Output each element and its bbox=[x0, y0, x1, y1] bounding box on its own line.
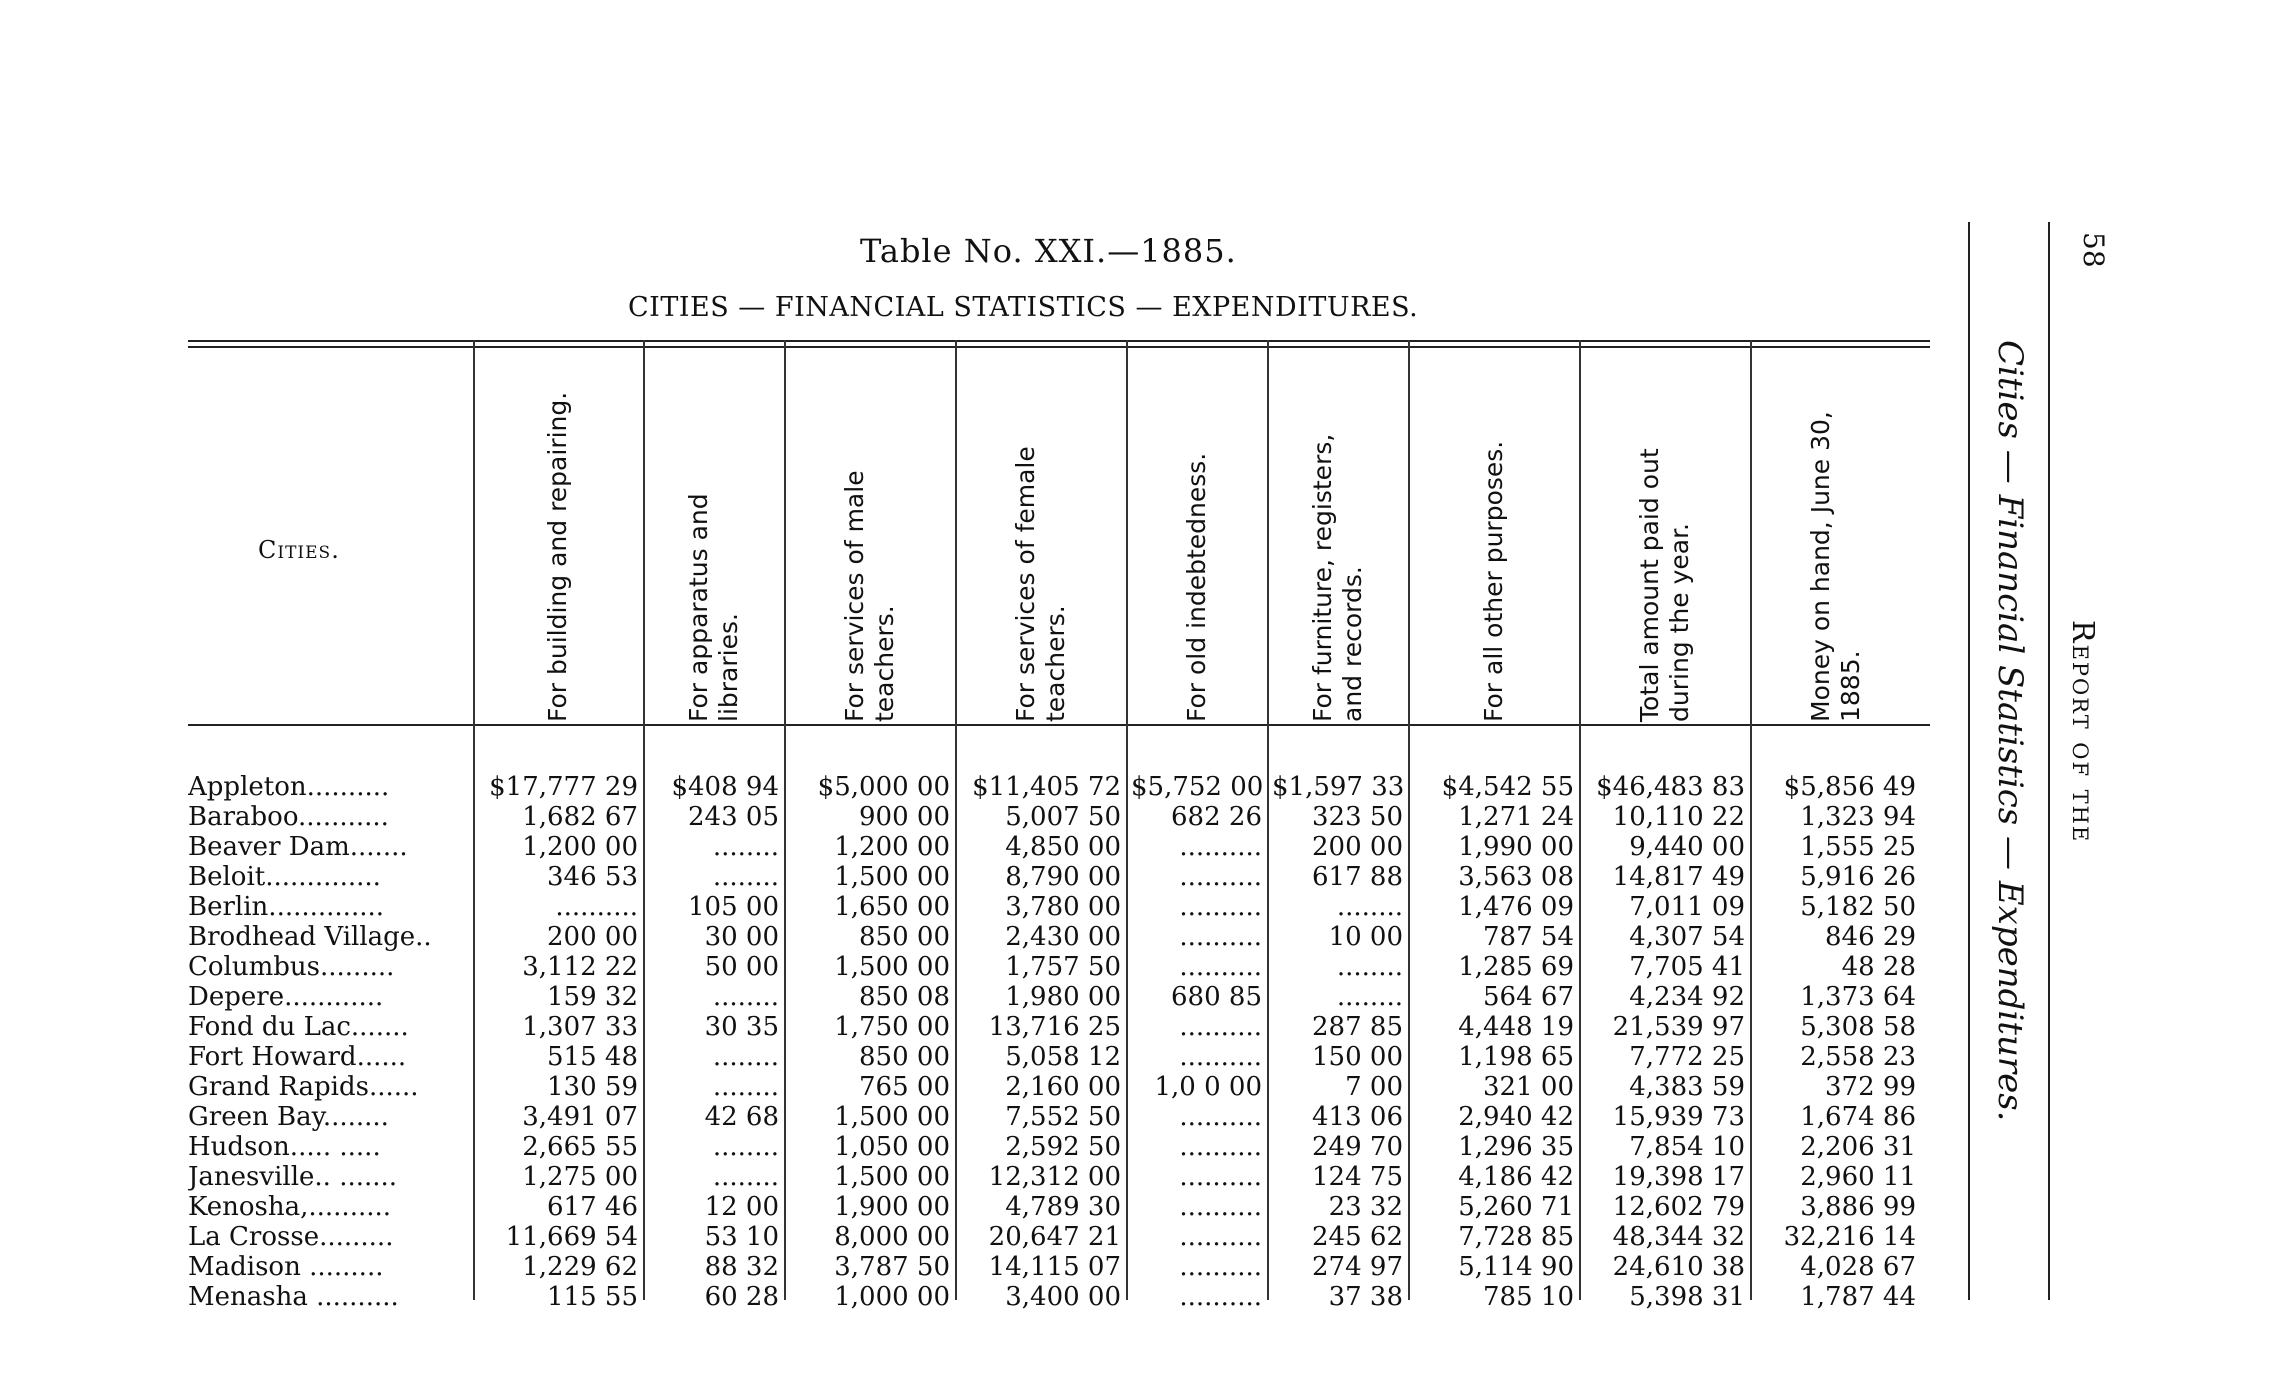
cities-header: Cities. bbox=[258, 536, 340, 564]
amount-cell: 7,772 25 bbox=[1629, 1042, 1745, 1072]
amount-cell: 2,665 55 bbox=[522, 1132, 638, 1162]
amount-cell: 1,0 0 00 bbox=[1154, 1072, 1262, 1102]
amount-cell: 5,058 12 bbox=[1005, 1042, 1121, 1072]
amount-cell: .......... bbox=[1179, 1162, 1262, 1192]
amount-cell: 1,555 25 bbox=[1800, 832, 1916, 862]
city-name: Menasha .......... bbox=[188, 1282, 399, 1312]
amount-cell: 515 48 bbox=[547, 1042, 638, 1072]
column-header-female-teachers: For services of female teachers. bbox=[1011, 446, 1070, 722]
amount-cell: 3,491 07 bbox=[522, 1102, 638, 1132]
amount-cell: 850 08 bbox=[859, 982, 950, 1012]
city-name: Beloit.............. bbox=[188, 862, 381, 892]
amount-cell: 3,400 00 bbox=[1005, 1282, 1121, 1312]
column-header-total: Total amount paid out during the year. bbox=[1635, 448, 1694, 722]
amount-cell: .......... bbox=[1179, 1192, 1262, 1222]
table-row bbox=[188, 1072, 1930, 1102]
amount-cell: $408 94 bbox=[671, 772, 779, 802]
amount-cell: .......... bbox=[1179, 892, 1262, 922]
amount-cell: 30 00 bbox=[704, 922, 779, 952]
amount-cell: .......... bbox=[1179, 952, 1262, 982]
city-name: Depere............ bbox=[188, 982, 384, 1012]
amount-cell: 3,787 50 bbox=[834, 1252, 950, 1282]
amount-cell: 2,592 50 bbox=[1005, 1132, 1121, 1162]
amount-cell: ........ bbox=[712, 1132, 779, 1162]
amount-cell: 1,275 00 bbox=[522, 1162, 638, 1192]
amount-cell: 1,285 69 bbox=[1458, 952, 1574, 982]
amount-cell: $17,777 29 bbox=[489, 772, 638, 802]
amount-cell: 4,850 00 bbox=[1005, 832, 1121, 862]
amount-cell: 88 32 bbox=[704, 1252, 779, 1282]
amount-cell: 564 67 bbox=[1483, 982, 1574, 1012]
amount-cell: 11,669 54 bbox=[505, 1222, 638, 1252]
amount-cell: 2,430 00 bbox=[1005, 922, 1121, 952]
amount-cell: 785 10 bbox=[1483, 1282, 1574, 1312]
amount-cell: 7,552 50 bbox=[1005, 1102, 1121, 1132]
amount-cell: 4,028 67 bbox=[1800, 1252, 1916, 1282]
amount-cell: 130 59 bbox=[547, 1072, 638, 1102]
amount-cell: 15,939 73 bbox=[1612, 1102, 1745, 1132]
amount-cell: 1,787 44 bbox=[1800, 1282, 1916, 1312]
amount-cell: 1,674 86 bbox=[1800, 1102, 1916, 1132]
amount-cell: 5,007 50 bbox=[1005, 802, 1121, 832]
table-row bbox=[188, 1282, 1930, 1312]
amount-cell: $4,542 55 bbox=[1441, 772, 1574, 802]
amount-cell: 1,050 00 bbox=[834, 1132, 950, 1162]
amount-cell: 2,160 00 bbox=[1005, 1072, 1121, 1102]
amount-cell: 4,186 42 bbox=[1458, 1162, 1574, 1192]
table-row bbox=[188, 952, 1930, 982]
amount-cell: 787 54 bbox=[1483, 922, 1574, 952]
amount-cell: 4,448 19 bbox=[1458, 1012, 1574, 1042]
amount-cell: 115 55 bbox=[547, 1282, 638, 1312]
amount-cell: 42 68 bbox=[704, 1102, 779, 1132]
top-rule bbox=[188, 346, 1930, 348]
amount-cell: 3,112 22 bbox=[522, 952, 638, 982]
amount-cell: $46,483 83 bbox=[1596, 772, 1745, 802]
amount-cell: 680 85 bbox=[1171, 982, 1262, 1012]
amount-cell: 1,229 62 bbox=[522, 1252, 638, 1282]
amount-cell: 150 00 bbox=[1312, 1042, 1403, 1072]
amount-cell: 346 53 bbox=[547, 862, 638, 892]
amount-cell: ........ bbox=[712, 982, 779, 1012]
amount-cell: ........ bbox=[712, 1042, 779, 1072]
table-row bbox=[188, 1222, 1930, 1252]
city-name: La Crosse......... bbox=[188, 1222, 394, 1252]
amount-cell: 4,307 54 bbox=[1629, 922, 1745, 952]
amount-cell: 60 28 bbox=[704, 1282, 779, 1312]
amount-cell: 13,716 25 bbox=[988, 1012, 1121, 1042]
amount-cell: 14,115 07 bbox=[988, 1252, 1121, 1282]
amount-cell: $5,752 00 bbox=[1131, 772, 1264, 802]
amount-cell: 245 62 bbox=[1312, 1222, 1403, 1252]
city-name: Grand Rapids...... bbox=[188, 1072, 419, 1102]
amount-cell: 5,114 90 bbox=[1458, 1252, 1574, 1282]
amount-cell: 2,960 11 bbox=[1800, 1162, 1916, 1192]
table-title: Table No. XXI.—1885. bbox=[860, 232, 1237, 270]
right-rule bbox=[2048, 222, 2050, 1300]
city-name: Madison ......... bbox=[188, 1252, 384, 1282]
amount-cell: ........ bbox=[1336, 952, 1403, 982]
amount-cell: 1,200 00 bbox=[834, 832, 950, 862]
amount-cell: .......... bbox=[1179, 1282, 1262, 1312]
amount-cell: 124 75 bbox=[1312, 1162, 1403, 1192]
amount-cell: 1,323 94 bbox=[1800, 802, 1916, 832]
amount-cell: ........ bbox=[712, 862, 779, 892]
amount-cell: 50 00 bbox=[704, 952, 779, 982]
column-header-male-teachers: For services of male teachers. bbox=[840, 470, 899, 722]
table-row bbox=[188, 1132, 1930, 1162]
amount-cell: .......... bbox=[1179, 1252, 1262, 1282]
amount-cell: 3,563 08 bbox=[1458, 862, 1574, 892]
amount-cell: 7,854 10 bbox=[1629, 1132, 1745, 1162]
amount-cell: 21,539 97 bbox=[1612, 1012, 1745, 1042]
amount-cell: $1,597 33 bbox=[1272, 772, 1405, 802]
amount-cell: ........ bbox=[712, 1162, 779, 1192]
amount-cell: 1,271 24 bbox=[1458, 802, 1574, 832]
amount-cell: 8,790 00 bbox=[1005, 862, 1121, 892]
amount-cell: .......... bbox=[1179, 862, 1262, 892]
city-name: Beaver Dam....... bbox=[188, 832, 408, 862]
table-row bbox=[188, 832, 1930, 862]
table-row bbox=[188, 862, 1930, 892]
table-row bbox=[188, 922, 1930, 952]
city-name: Fort Howard...... bbox=[188, 1042, 407, 1072]
amount-cell: 1,980 00 bbox=[1005, 982, 1121, 1012]
amount-cell: 1,200 00 bbox=[522, 832, 638, 862]
amount-cell: $5,856 49 bbox=[1783, 772, 1916, 802]
amount-cell: 20,647 21 bbox=[988, 1222, 1121, 1252]
amount-cell: 8,000 00 bbox=[834, 1222, 950, 1252]
amount-cell: 321 00 bbox=[1483, 1072, 1574, 1102]
city-name: Fond du Lac....... bbox=[188, 1012, 409, 1042]
amount-cell: 1,750 00 bbox=[834, 1012, 950, 1042]
financial-table bbox=[188, 340, 1930, 1312]
amount-cell: 14,817 49 bbox=[1612, 862, 1745, 892]
amount-cell: 4,789 30 bbox=[1005, 1192, 1121, 1222]
city-name: Hudson..... ..... bbox=[188, 1132, 381, 1162]
table-row bbox=[188, 772, 1930, 802]
amount-cell: 9,440 00 bbox=[1629, 832, 1745, 862]
table-row bbox=[188, 1252, 1930, 1282]
amount-cell: 48,344 32 bbox=[1612, 1222, 1745, 1252]
amount-cell: 32,216 14 bbox=[1783, 1222, 1916, 1252]
column-header-apparatus: For apparatus and libraries. bbox=[684, 493, 743, 722]
amount-cell: 1,476 09 bbox=[1458, 892, 1574, 922]
amount-cell: 7 00 bbox=[1345, 1072, 1403, 1102]
amount-cell: 5,398 31 bbox=[1629, 1282, 1745, 1312]
amount-cell: 5,916 26 bbox=[1800, 862, 1916, 892]
column-header-other-purposes: For all other purposes. bbox=[1479, 440, 1508, 722]
amount-cell: 159 32 bbox=[547, 982, 638, 1012]
amount-cell: 1,198 65 bbox=[1458, 1042, 1574, 1072]
running-head: Report of the bbox=[2065, 620, 2100, 844]
amount-cell: 617 88 bbox=[1312, 862, 1403, 892]
table-row bbox=[188, 1102, 1930, 1132]
amount-cell: 7,705 41 bbox=[1629, 952, 1745, 982]
city-name: Columbus......... bbox=[188, 952, 395, 982]
amount-cell: 287 85 bbox=[1312, 1012, 1403, 1042]
amount-cell: 7,011 09 bbox=[1629, 892, 1745, 922]
amount-cell: 617 46 bbox=[547, 1192, 638, 1222]
city-name: Janesville.. ....... bbox=[188, 1162, 398, 1192]
amount-cell: 200 00 bbox=[547, 922, 638, 952]
amount-cell: 3,886 99 bbox=[1800, 1192, 1916, 1222]
amount-cell: 900 00 bbox=[859, 802, 950, 832]
amount-cell: 10 00 bbox=[1328, 922, 1403, 952]
amount-cell: 1,900 00 bbox=[834, 1192, 950, 1222]
city-name: Brodhead Village.. bbox=[188, 922, 432, 952]
amount-cell: 1,757 50 bbox=[1005, 952, 1121, 982]
amount-cell: .......... bbox=[555, 892, 638, 922]
amount-cell: 30 35 bbox=[704, 1012, 779, 1042]
table-row bbox=[188, 1042, 1930, 1072]
amount-cell: $5,000 00 bbox=[817, 772, 950, 802]
amount-cell: 3,780 00 bbox=[1005, 892, 1121, 922]
amount-cell: .......... bbox=[1179, 1222, 1262, 1252]
city-name: Berlin.............. bbox=[188, 892, 385, 922]
amount-cell: 48 28 bbox=[1841, 952, 1916, 982]
table-row bbox=[188, 1162, 1930, 1192]
amount-cell: .......... bbox=[1179, 1012, 1262, 1042]
amount-cell: 323 50 bbox=[1312, 802, 1403, 832]
amount-cell: 4,383 59 bbox=[1629, 1072, 1745, 1102]
amount-cell: 12 00 bbox=[704, 1192, 779, 1222]
amount-cell: 4,234 92 bbox=[1629, 982, 1745, 1012]
amount-cell: 5,182 50 bbox=[1800, 892, 1916, 922]
table-subtitle: CITIES — FINANCIAL STATISTICS — EXPENDITURES. bbox=[628, 292, 1419, 323]
amount-cell: 274 97 bbox=[1312, 1252, 1403, 1282]
amount-cell: 12,602 79 bbox=[1612, 1192, 1745, 1222]
amount-cell: .......... bbox=[1179, 832, 1262, 862]
amount-cell: 53 10 bbox=[704, 1222, 779, 1252]
side-caption: Cities — Financial Statistics — Expenditures. bbox=[1990, 340, 2030, 1122]
column-header-furniture: For furniture, registers, and records. bbox=[1308, 433, 1367, 722]
table-row bbox=[188, 1012, 1930, 1042]
amount-cell: 1,500 00 bbox=[834, 1162, 950, 1192]
amount-cell: 23 32 bbox=[1328, 1192, 1403, 1222]
city-name: Baraboo........... bbox=[188, 802, 389, 832]
table-row bbox=[188, 802, 1930, 832]
amount-cell: $11,405 72 bbox=[972, 772, 1121, 802]
amount-cell: 200 00 bbox=[1312, 832, 1403, 862]
amount-cell: .......... bbox=[1179, 1132, 1262, 1162]
amount-cell: ........ bbox=[712, 1072, 779, 1102]
amount-cell: 1,500 00 bbox=[834, 952, 950, 982]
amount-cell: .......... bbox=[1179, 1102, 1262, 1132]
amount-cell: 5,308 58 bbox=[1800, 1012, 1916, 1042]
table-row bbox=[188, 982, 1930, 1012]
amount-cell: 765 00 bbox=[859, 1072, 950, 1102]
amount-cell: .......... bbox=[1179, 1042, 1262, 1072]
amount-cell: 850 00 bbox=[859, 922, 950, 952]
amount-cell: 1,650 00 bbox=[834, 892, 950, 922]
page-number: 58 bbox=[2077, 232, 2110, 268]
amount-cell: 682 26 bbox=[1171, 802, 1262, 832]
amount-cell: 1,682 67 bbox=[522, 802, 638, 832]
amount-cell: 1,296 35 bbox=[1458, 1132, 1574, 1162]
amount-cell: 7,728 85 bbox=[1458, 1222, 1574, 1252]
amount-cell: 1,000 00 bbox=[834, 1282, 950, 1312]
amount-cell: 2,206 31 bbox=[1800, 1132, 1916, 1162]
amount-cell: 846 29 bbox=[1825, 922, 1916, 952]
amount-cell: 850 00 bbox=[859, 1042, 950, 1072]
table-row bbox=[188, 1192, 1930, 1222]
amount-cell: 2,940 42 bbox=[1458, 1102, 1574, 1132]
amount-cell: 24,610 38 bbox=[1612, 1252, 1745, 1282]
amount-cell: 12,312 00 bbox=[988, 1162, 1121, 1192]
right-rule bbox=[1968, 222, 1970, 1300]
column-header-money-on-hand: Money on hand, June 30, 1885. bbox=[1806, 411, 1865, 722]
amount-cell: 413 06 bbox=[1312, 1102, 1403, 1132]
amount-cell: 37 38 bbox=[1328, 1282, 1403, 1312]
amount-cell: 10,110 22 bbox=[1612, 802, 1745, 832]
amount-cell: ........ bbox=[1336, 892, 1403, 922]
column-header-old-indebtedness: For old indebtedness. bbox=[1182, 452, 1211, 722]
amount-cell: 1,373 64 bbox=[1800, 982, 1916, 1012]
amount-cell: 1,500 00 bbox=[834, 862, 950, 892]
amount-cell: 5,260 71 bbox=[1458, 1192, 1574, 1222]
amount-cell: 1,307 33 bbox=[522, 1012, 638, 1042]
amount-cell: 249 70 bbox=[1312, 1132, 1403, 1162]
top-rule bbox=[188, 340, 1930, 342]
column-header-building: For building and repairing. bbox=[543, 391, 572, 722]
amount-cell: 1,990 00 bbox=[1458, 832, 1574, 862]
city-name: Appleton.......... bbox=[188, 772, 390, 802]
amount-cell: ........ bbox=[712, 832, 779, 862]
amount-cell: 1,500 00 bbox=[834, 1102, 950, 1132]
amount-cell: 105 00 bbox=[688, 892, 779, 922]
table-row bbox=[188, 892, 1930, 922]
amount-cell: 372 99 bbox=[1825, 1072, 1916, 1102]
amount-cell: ........ bbox=[1336, 982, 1403, 1012]
amount-cell: 243 05 bbox=[688, 802, 779, 832]
city-name: Kenosha,.......... bbox=[188, 1192, 392, 1222]
amount-cell: .......... bbox=[1179, 922, 1262, 952]
amount-cell: 19,398 17 bbox=[1612, 1162, 1745, 1192]
amount-cell: 2,558 23 bbox=[1800, 1042, 1916, 1072]
city-name: Green Bay........ bbox=[188, 1102, 389, 1132]
